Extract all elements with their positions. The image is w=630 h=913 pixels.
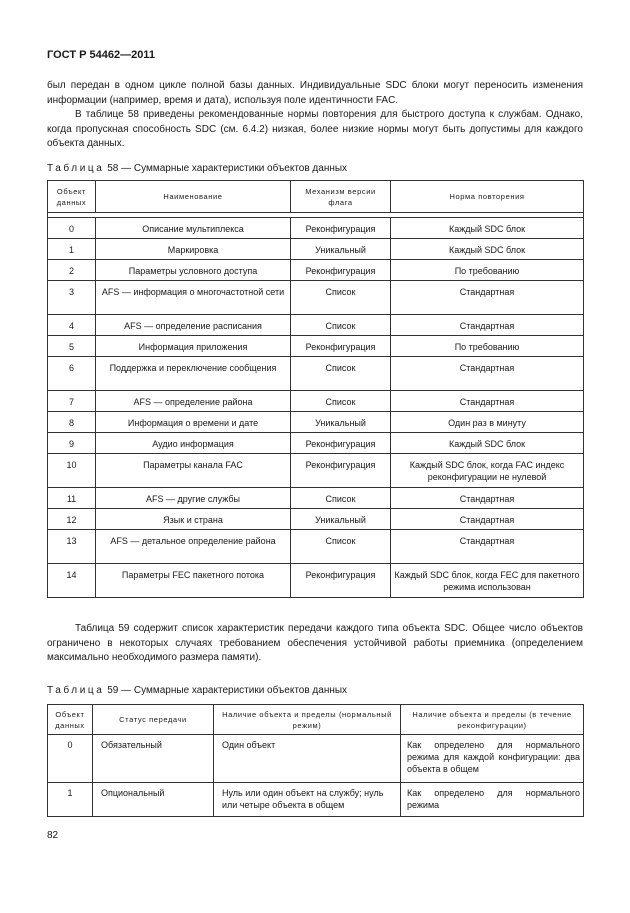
page-number: 82 <box>47 830 59 841</box>
cell-name: Информация приложения <box>96 336 291 357</box>
cell-name: AFS — другие службы <box>96 488 291 509</box>
cell-flag-mechanism: Список <box>291 391 391 412</box>
cell-flag-mechanism: Реконфигурация <box>291 564 391 598</box>
cell-object-number: 0 <box>48 218 96 239</box>
table-row <box>48 783 584 817</box>
cell-flag-mechanism: Список <box>291 488 391 509</box>
table-59-header-status: Статус передачи <box>93 705 214 735</box>
table-58-header-rate: Норма повторения <box>391 181 584 213</box>
table-58-caption-word: Таблица <box>47 163 105 174</box>
table-58-caption-text: 58 — Суммарные характеристики объектов данных <box>107 163 348 174</box>
cell-object-number: 11 <box>48 488 96 509</box>
cell-name: Язык и страна <box>96 509 291 530</box>
cell-flag-mechanism: Реконфигурация <box>291 260 391 281</box>
table-58-header-name: Наименование <box>96 181 291 213</box>
cell-transmission-status: Опциональный <box>93 783 214 817</box>
cell-flag-mechanism: Реконфигурация <box>291 454 391 488</box>
cell-object-number: 5 <box>48 336 96 357</box>
cell-object-number: 14 <box>48 564 96 598</box>
cell-repetition-rate: По требованию <box>391 260 584 281</box>
table-row <box>48 336 584 357</box>
cell-flag-mechanism: Список <box>291 281 391 315</box>
cell-name: Параметры условного доступа <box>96 260 291 281</box>
cell-name: Маркировка <box>96 239 291 260</box>
table-59-header-normal: Наличие объекта и пределы (нормальный режим) <box>214 705 401 735</box>
intro-paragraph-2-text: В таблице 58 приведены рекомендованные нормы повторения для быстрого доступа к службам. Однако, когда пропускная способность SDC (см. 6.4.2) низкая, более низкие нормы могут быть допустимы для каждого объекта данных. <box>47 109 583 149</box>
table-59 <box>47 704 584 817</box>
cell-object-number: 6 <box>48 357 96 391</box>
table-58-header-object: Объект данных <box>48 181 96 213</box>
cell-flag-mechanism: Реконфигурация <box>291 433 391 454</box>
table-59-header-object: Объект данных <box>48 705 93 735</box>
cell-repetition-rate: Стандартная <box>391 391 584 412</box>
table-row <box>48 412 584 433</box>
cell-name: Параметры канала FAC <box>96 454 291 488</box>
cell-repetition-rate: Стандартная <box>391 315 584 336</box>
table-row <box>48 488 584 509</box>
cell-name: Аудио информация <box>96 433 291 454</box>
table-row <box>48 433 584 454</box>
cell-object-number: 12 <box>48 509 96 530</box>
cell-flag-mechanism: Уникальный <box>291 412 391 433</box>
cell-repetition-rate: Стандартная <box>391 530 584 564</box>
table-row <box>48 218 584 239</box>
cell-name: AFS — информация о многочастотной сети <box>96 281 291 315</box>
cell-name: AFS — определение расписания <box>96 315 291 336</box>
cell-flag-mechanism: Список <box>291 357 391 391</box>
table-row <box>48 239 584 260</box>
table-row <box>48 735 584 783</box>
cell-reconfiguration: Как определено для нормального режима для каждой конфигурации: два объекта в общем <box>401 735 584 783</box>
cell-name: Параметры FEC пакетного потока <box>96 564 291 598</box>
table-row <box>48 260 584 281</box>
cell-repetition-rate: Стандартная <box>391 509 584 530</box>
table-58 <box>47 180 584 598</box>
table-59-caption <box>47 685 347 696</box>
cell-flag-mechanism: Уникальный <box>291 239 391 260</box>
cell-object-number: 13 <box>48 530 96 564</box>
cell-flag-mechanism: Список <box>291 530 391 564</box>
cell-repetition-rate: По требованию <box>391 336 584 357</box>
cell-repetition-rate: Каждый SDC блок, когда FEC для пакетного режима использован <box>391 564 584 598</box>
table-row <box>48 357 584 391</box>
cell-name: Поддержка и переключение сообщения <box>96 357 291 391</box>
cell-transmission-status: Обязательный <box>93 735 214 783</box>
cell-object-number: 8 <box>48 412 96 433</box>
cell-repetition-rate: Стандартная <box>391 488 584 509</box>
cell-object-number: 2 <box>48 260 96 281</box>
cell-object-number: 0 <box>48 735 93 783</box>
cell-object-number: 9 <box>48 433 96 454</box>
cell-repetition-rate: Стандартная <box>391 281 584 315</box>
table-59-body <box>48 735 584 817</box>
table-58-header-flag: Механизм версии флага <box>291 181 391 213</box>
cell-flag-mechanism: Реконфигурация <box>291 336 391 357</box>
cell-name: Описание мультиплекса <box>96 218 291 239</box>
standard-header: ГОСТ Р 54462—2011 <box>47 49 155 61</box>
cell-flag-mechanism: Список <box>291 315 391 336</box>
cell-object-number: 10 <box>48 454 96 488</box>
table-58-body <box>48 218 584 598</box>
cell-reconfiguration: Как определено для нормального режима <box>401 783 584 817</box>
table-58-caption <box>47 163 347 174</box>
cell-repetition-rate: Стандартная <box>391 357 584 391</box>
table-59-caption-word: Таблица <box>47 685 105 696</box>
cell-name: AFS — детальное определение района <box>96 530 291 564</box>
cell-object-number: 1 <box>48 783 93 817</box>
table-59-header-reconfig: Наличие объекта и пределы (в течение реконфигурации) <box>401 705 584 735</box>
cell-name: Информация о времени и дате <box>96 412 291 433</box>
table-row <box>48 391 584 412</box>
cell-object-number: 1 <box>48 239 96 260</box>
table-row <box>48 564 584 598</box>
middle-paragraph-text: Таблица 59 содержит список характеристик передачи каждого типа объекта SDC. Общее число объектов ограничено в некоторых случаях требованием обеспечения устойчивой работы приемника (определением максимально необходимого размера памяти). <box>47 623 583 663</box>
intro-paragraph-2 <box>47 108 583 152</box>
cell-repetition-rate: Один раз в минуту <box>391 412 584 433</box>
cell-repetition-rate: Каждый SDC блок <box>391 239 584 260</box>
middle-paragraph <box>47 622 583 666</box>
cell-normal-mode: Нуль или один объект на службу; нуль или четыре объекта в общем <box>214 783 401 817</box>
cell-object-number: 3 <box>48 281 96 315</box>
table-row <box>48 454 584 488</box>
table-row <box>48 509 584 530</box>
cell-normal-mode: Один объект <box>214 735 401 783</box>
intro-paragraph-1: был передан в одном цикле полной базы данных. Индивидуальные SDC блоки могут переносить изменения информации (например, время и дата), используя поле идентичности FAC. <box>47 80 583 106</box>
table-row <box>48 281 584 315</box>
cell-repetition-rate: Каждый SDC блок <box>391 433 584 454</box>
cell-repetition-rate: Каждый SDC блок <box>391 218 584 239</box>
cell-repetition-rate: Каждый SDC блок, когда FAC индекс реконфигурации не нулевой <box>391 454 584 488</box>
cell-object-number: 7 <box>48 391 96 412</box>
cell-flag-mechanism: Реконфигурация <box>291 218 391 239</box>
cell-object-number: 4 <box>48 315 96 336</box>
table-row <box>48 530 584 564</box>
cell-flag-mechanism: Уникальный <box>291 509 391 530</box>
cell-name: AFS — определение района <box>96 391 291 412</box>
table-59-caption-text: 59 — Суммарные характеристики объектов данных <box>107 685 348 696</box>
table-row <box>48 315 584 336</box>
